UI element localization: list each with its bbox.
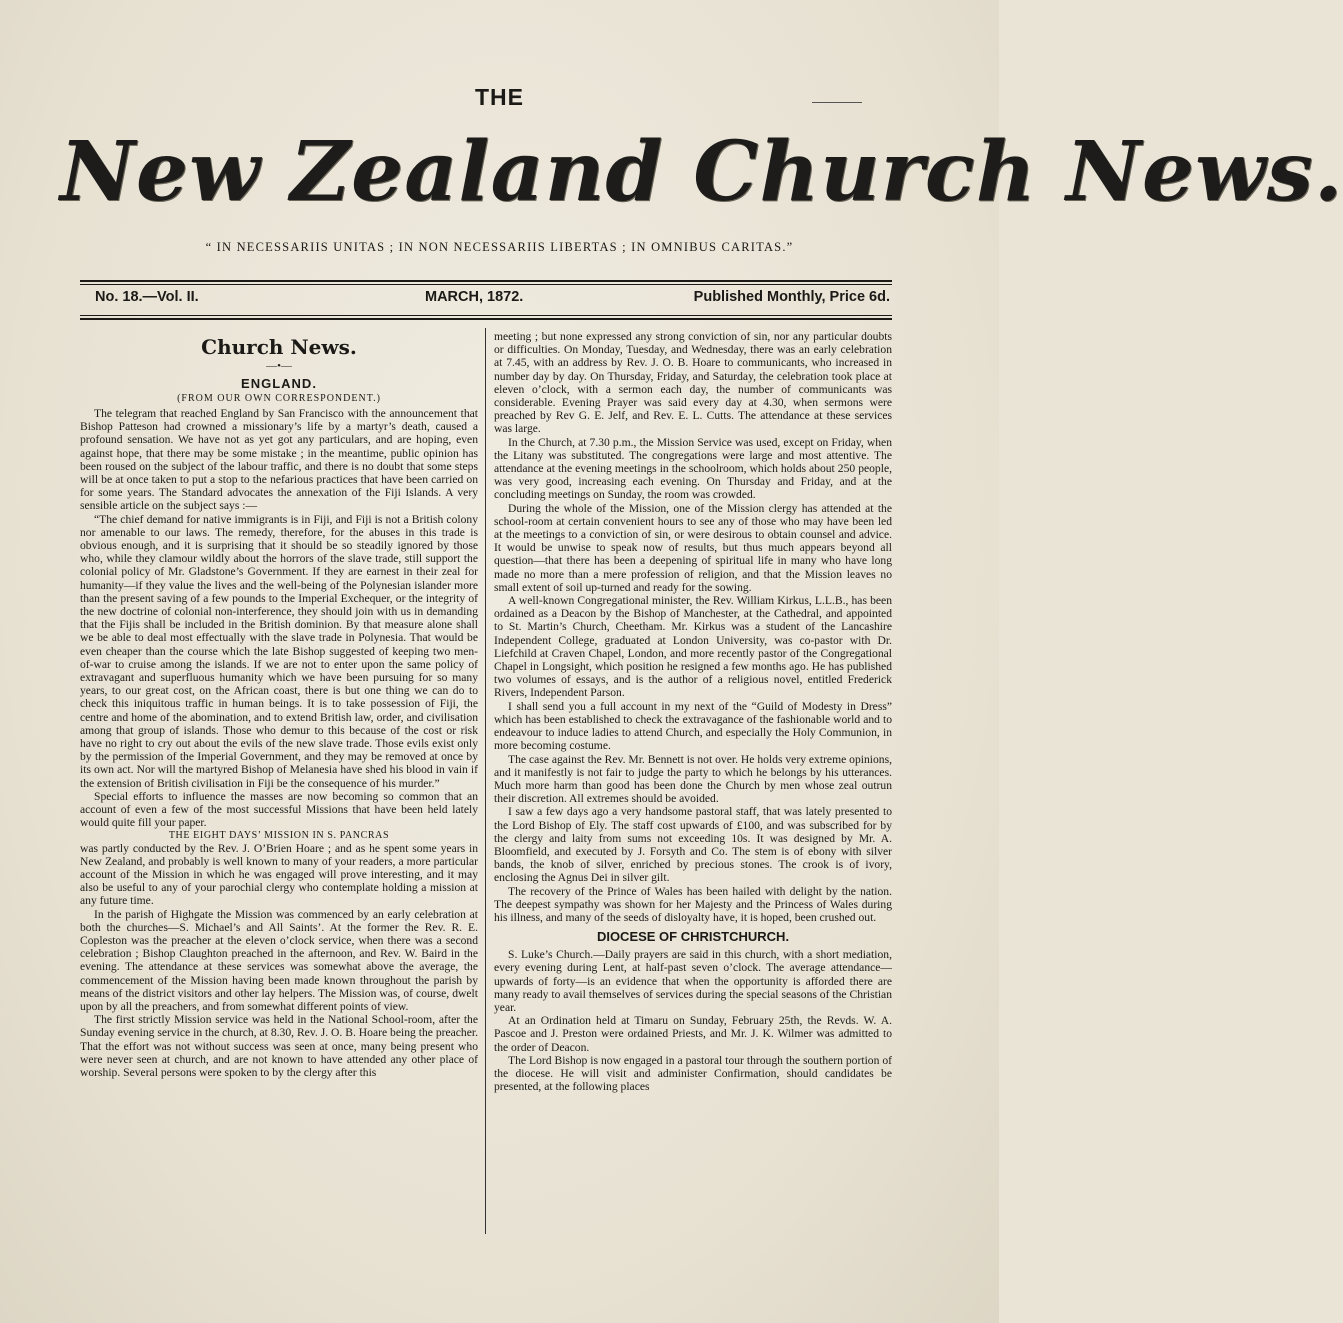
paragraph: I shall send you a full account in my next of the “Guild of Modesty in Dress” which has been established to check the extravagance of the fashionable world and to endeavour to induce ladies to attend Church, and especially the Holy Communion, in more becoming costume. (494, 699, 892, 753)
run-in-heading: THE EIGHT DAYS’ MISSION IN S. PANCRAS (168, 829, 390, 841)
column-divider (485, 328, 486, 1234)
paragraph: The recovery of the Prince of Wales has been hailed with delight by the nation. The deepest sympathy was shown for her Majesty and the Princess of Wales during his illness, and many of the seeds of disloyalty have, it is hoped, been crushed out. (494, 884, 892, 924)
rule-top-thin (80, 284, 892, 285)
paragraph: The telegram that reached England by San Francisco with the announcement that Bishop Patteson had crowned a missionary’s life by a martyr’s death, caused a profound sensation. We have not as yet got any particulars, and are hoping, even against hope, that there may be some mistake ; in the meantime, public opinion has been roused on the subject of the labour traffic, and there is no doubt that some steps will be at once taken to put a stop to the nefarious practices that have been carried on for some years. The Standard advocates the annexation of the Fiji Islands. A very sensible article on the subject says :— (80, 407, 478, 513)
heading-england: ENGLAND. (241, 376, 317, 391)
rule-top-thick (80, 280, 892, 282)
issue-number: No. 18.—Vol. II. (95, 289, 199, 305)
paragraph: In the Church, at 7.30 p.m., the Mission Service was used, except on Friday, when the Litany was substituted. The congregations were large and most attentive. The attendance at the evening meetings in the schoolroom, which holds about 250 people, was very good, increasing each evening. On Thursday and Friday, and at the concluding meetings on Sunday, the room was crowded. (494, 435, 892, 502)
paragraph: I saw a few days ago a very handsome pastoral staff, that was lately presented to the Lord Bishop of Ely. The staff cost upwards of £100, and was subscribed for by the clergy and laity from sums not exceeding 10s. It was designed by Mr. A. Bloomfield, and executed by J. Forsyth and Co. The stem is of ebony with silver bands, the knob of silver, enriched by precious stones. The crook is of ivory, enclosing the Agnus Dei in silver gilt. (494, 805, 892, 885)
paragraph: Special efforts to influence the masses are now becoming so common that an account of even a few of the most successful Missions that have been held lately would quite fill your paper. (80, 789, 478, 830)
rule-bottom-thick (80, 318, 892, 320)
issue-price: Published Monthly, Price 6d. (693, 289, 890, 305)
issue-info-row (95, 289, 890, 313)
paragraph: The first strictly Mission service was held in the National School-room, after the Sunday evening service in the church, at 8.30, Rev. J. O. B. Hoare being the preacher. That the effort was not without success was seen at once, many being present who were never seen at church, and are not known to have attended any other place of worship. Several persons were spoken to by the clergy after this (80, 1013, 478, 1079)
column-left (80, 330, 478, 1235)
paragraph: The Lord Bishop is now engaged in a pastoral tour through the southern portion of the diocese. He will visit and administer Confirmation, should candidates be presented, at the following places (494, 1053, 892, 1094)
paragraph: At an Ordination held at Timaru on Sunday, February 25th, the Revds. W. A. Pascoe and J. Preston were ordained Priests, and Mr. J. K. Wilmer was admitted to the order of Deacon. (494, 1014, 892, 1054)
corner-rule (812, 102, 862, 103)
paragraph: A well-known Congregational minister, the Rev. William Kirkus, L.L.B., has been ordained as a Deacon by the Bishop of Manchester, at the Cathedral, and appointed to St. Martin’s Church, Cheetham. Mr. Kirkus was a student of the Lancashire Independent College, graduated at London University, was co-pastor with Dr. Liefchild at Craven Chapel, London, and more recently pastor of the Congregational Chapel in Longsight, which position he resigned a few months ago. He has published two volumes of essays, and is the author of a religious novel, entitled Frederick Rivers, Independent Parson. (494, 594, 892, 700)
paragraph: S. Luke’s Church.—Daily prayers are said in this church, with a short mediation, every evening during Lent, at half-past seven o’clock. The average attendance—upwards of forty—is an evidence that when the opportunity is afforded there are many ready to avail themselves of services during the special seasons of the Christian year. (494, 948, 892, 1014)
paragraph-quote: “The chief demand for native immigrants is in Fiji, and Fiji is not a British colony nor amenable to our laws. The remedy, therefore, for the abuses in this trade is obvious enough, and it is surprising that it should be so steadily ignored by those who, while they clamour wildly about the horrors of the slave trade, still support the colonial policy of Mr. Gladstone’s Government. If they are earnest in their zeal for humanity—if they value the lives and the well-being of the Polynesian islander more than the present saving of a few pounds to the Imperial Exchequer, or the integrity of the new doctrine of colonial non-interference, they should join with us in demanding that the Fijis shall be included in the British dominion. By that measure alone shall we be able to deal most effectually with the slave trade in Polynesia. That would be even cheaper than the course which the late Bishop suggested of keeping two men-of-war to cruise among the islands. If we are not to enter upon the same policy of extravagant and superfluous humanity which we have been pursuing for so many years, to our great cost, on the African coast, there is but one thing we can do to check this iniquitous traffic in human beings. It is to take possession of Fiji, the centre and home of the abomination, and to extend British law, order, and civilisation among that group of islands. Those who demur to this because of the cost or risk have no right to cry out about the evils of the new slave trade. Those evils exist only by the permission of the Imperial Government, and they may be removed at once by its own act. Nor will the martyred Bishop of Melanesia have shed his blood in vain if the extension of British civilisation in Fiji be the consequence of his murder.” (80, 512, 478, 790)
paragraph: was partly conducted by the Rev. J. O’Brien Hoare ; and as he spent some years in New Zealand, and probably is well known to many of your readers, a more particular account of the Mission in which he was engaged will prove interesting, and it may also be useful to any of your parochial clergy who contemplate holding a mission at any future time. (80, 841, 478, 908)
paragraph: meeting ; but none expressed any strong conviction of sin, nor any particular doubts or difficulties. On Monday, Tuesday, and Wednesday, there was an early celebration at 7.45, with an address by Rev. J. O. B. Hoare to communicants, who increased in number day by day. On Thursday, Friday, and Saturday, the celebration took place at eleven o’clock, with a sermon each day, the number of communicants was considerable. Evening Prayer was said every day at 4.30, when sermons were preached by Rev G. E. Jelf, and Rev. E. L. Cutts. The attendance at these services was large. (494, 330, 892, 436)
masthead-the: THE (475, 84, 524, 110)
subheading-correspondent: (FROM OUR OWN CORRESPONDENT.) (177, 393, 381, 404)
rule-bottom-thin (80, 315, 892, 316)
ornament: —•— (266, 360, 292, 372)
paragraph: During the whole of the Mission, one of the Mission clergy has attended at the school-room at certain convenient hours to see any of those who may have been led at the meetings to a conviction of sin, or were desirous to obtain counsel and advice. It would be unwise to speak now of results, but thus much appears beyond all question—that there has been a deepening of spiritual life in many who have long made no more than a mere profession of religion, and that the Mission leaves no small extent of soil up-turned and ready for the sowing. (494, 501, 892, 594)
issue-date: MARCH, 1872. (425, 289, 524, 305)
masthead-motto: “ IN NECESSARIIS UNITAS ; IN NON NECESSARIIS LIBERTAS ; IN OMNIBUS CARITAS.” (205, 240, 794, 254)
section-title: Church News. (201, 335, 357, 359)
paragraph: The case against the Rev. Mr. Bennett is not over. He holds very extreme opinions, and it manifestly is not fair to judge the party to which he belongs by his utterances. Much more harm than good has been done the Church by men whose zeal outrun their discretion. All extremes should be avoided. (494, 752, 892, 806)
column-right (494, 330, 892, 1235)
paragraph: In the parish of Highgate the Mission was commenced by an early celebration at both the churches—S. Michael’s and All Saints’. At the former the Rev. R. E. Copleston was the preacher at the eleven o’clock service, when there was a second celebration ; Bishop Claughton preached in the afternoon, and Rev. W. Baird in the evening. The attendance at these services was somewhat above the average, the commencement of the Mission having been made known throughout the parish by means of the district visitors and other lay helpers. The Mission was, of course, dwelt upon by all the preachers, and from somewhat different points of view. (80, 907, 478, 1013)
masthead-title: New Zealand Church News. (60, 124, 1343, 220)
heading-christchurch: DIOCESE OF CHRISTCHURCH. (596, 929, 790, 945)
